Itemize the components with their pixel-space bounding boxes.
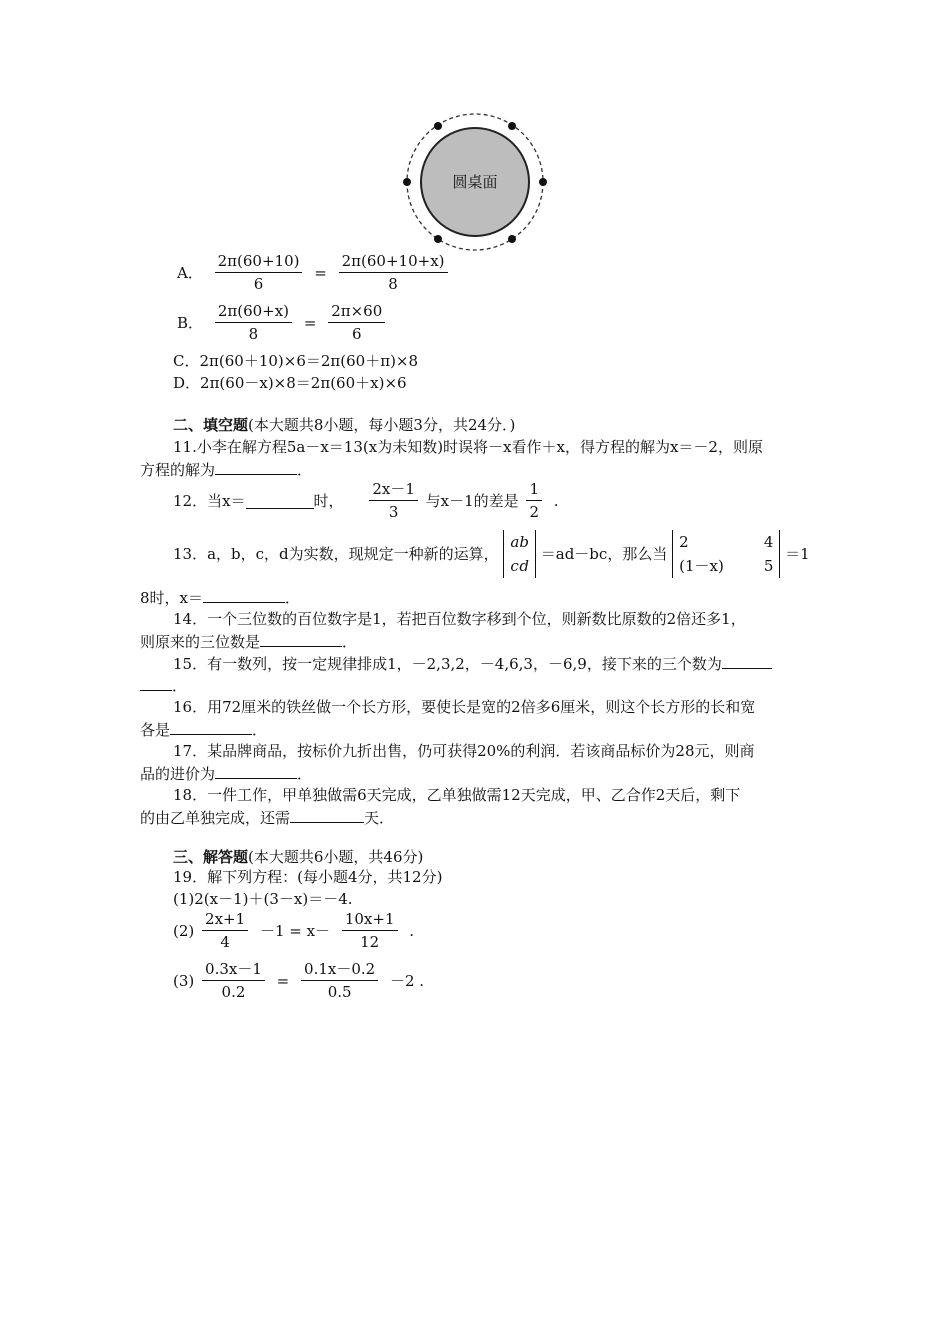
frac-denominator: 8 [388, 275, 398, 293]
choice-a-left-fraction [215, 252, 303, 293]
q11-end: ． [297, 461, 313, 479]
q14-end: ． [342, 633, 358, 651]
equals-sign: = [276, 971, 290, 990]
q13-line2 [140, 586, 300, 609]
q19-p2-fraction-2 [342, 910, 398, 951]
frac-numerator: 10x+1 [342, 910, 398, 931]
q13 [173, 530, 810, 578]
det-a: a [510, 533, 520, 551]
det-entry: 4 [763, 533, 774, 551]
frac-denominator: 12 [360, 933, 380, 951]
frac-numerator: 2x+1 [202, 910, 248, 931]
seat-dot [539, 178, 547, 186]
choice-b [173, 302, 388, 343]
q19-title: 19．解下列方程：(每小题4分，共12分) [173, 868, 443, 886]
seat-dot [403, 178, 411, 186]
round-table-figure [400, 112, 550, 252]
q19-part-2 [173, 910, 418, 951]
q18-line1: 18．一件工作，甲单独做需6天完成，乙单独做需12天完成，甲、乙合作2天后，剩下 [173, 786, 741, 804]
frac-numerator: 2π(60+x) [215, 302, 292, 323]
section-3-title: 三、解答题 [173, 848, 249, 866]
q18-text: 的由乙单独完成，还需 [140, 809, 291, 827]
q13-answer-blank [203, 586, 285, 603]
q19-p3-label: (3) [173, 971, 195, 990]
q15-answer-blank-cont [140, 674, 172, 691]
q12-answer-blank [246, 492, 314, 509]
q14-answer-blank [260, 630, 342, 647]
q18-answer-blank [290, 806, 364, 823]
table-label: 圆桌面 [452, 173, 498, 191]
section-3-note: (本大题共6小题，共46分) [248, 848, 424, 866]
q16-line1: 16．用72厘米的铁丝做一个长方形，要使长是宽的2倍多6厘米，则这个长方形的长和宽 [173, 698, 756, 716]
det-b: b [519, 533, 529, 551]
equals-sign: = [314, 263, 327, 282]
section-2-note: (本大题共8小题，每小题3分，共24分．) [248, 416, 516, 434]
q19-part-3 [173, 960, 428, 1001]
q19-p2-fraction-1 [202, 910, 248, 951]
q13-text-d: 8时，x＝ [140, 589, 204, 607]
q12-text-a: 12．当x＝ [173, 491, 246, 510]
q11-answer-blank [215, 458, 297, 475]
q16-text: 各是 [140, 721, 171, 739]
q14-text: 则原来的三位数是 [140, 633, 261, 651]
frac-numerator: 0.3x－1 [202, 960, 265, 981]
q12 [173, 480, 563, 521]
q18-end: 天． [364, 809, 395, 827]
frac-denominator: 6 [351, 325, 362, 343]
q13-determinant-given [672, 530, 780, 578]
frac-numerator: 2x－1 [369, 480, 418, 501]
frac-denominator: 8 [248, 325, 259, 343]
q12-end: . [553, 491, 559, 510]
seat-dot [434, 122, 442, 130]
q17-end: ． [297, 765, 313, 783]
frac-numerator: 1 [526, 480, 542, 501]
frac-numerator: 2π(60+10+x) [339, 252, 448, 273]
q19-p2-label: (2) [173, 921, 195, 940]
seat-dot [434, 235, 442, 243]
q15-end: ． [172, 677, 188, 695]
q19-p2-end: . [409, 921, 415, 940]
q13-text-a: 13．a，b，c，d为实数，现规定一种新的运算， [173, 545, 499, 563]
frac-numerator: 2π×60 [328, 302, 385, 323]
q16-end: ． [252, 721, 268, 739]
frac-denominator: 0.5 [327, 983, 352, 1001]
q17-answer-blank [215, 762, 297, 779]
q17-text: 品的进价为 [140, 765, 216, 783]
frac-numerator: 2π(60+10) [215, 252, 303, 273]
q15-line2 [140, 674, 187, 697]
q12-fraction-2 [526, 480, 542, 521]
seat-dot [508, 235, 516, 243]
q14-line2 [140, 630, 357, 653]
choice-b-left-fraction [215, 302, 292, 343]
q14-line1: 14．一个三位数的百位数字是1，若把百位数字移到个位，则新数比原数的2倍还多1， [173, 610, 746, 628]
det-c: c [510, 557, 519, 575]
section-2-heading [173, 414, 515, 436]
q13-text-c: ＝1 [785, 545, 810, 563]
q15-line1 [173, 652, 772, 675]
q13-text-b: ＝ad－bc，那么当 [540, 545, 668, 563]
frac-denominator: 6 [253, 275, 264, 293]
equals-sign: = [303, 313, 317, 332]
choice-d: D．2π(60－x)×8＝2π(60＋x)×6 [173, 374, 407, 392]
choice-b-right-fraction [328, 302, 385, 343]
det-entry: 5 [763, 557, 774, 575]
det-d: d [519, 557, 529, 575]
q11-line1: 11.小李在解方程5a－x＝13(x为未知数)时误将－x看作＋x，得方程的解为x＝－2，则原 [173, 438, 763, 456]
q12-text-b: 时， [313, 491, 344, 510]
q15-text: 15．有一数列，按一定规律排成1，－2,3,2，－4,6,3，－6,9，接下来的三个数为 [173, 655, 722, 673]
q15-answer-blank [722, 652, 772, 669]
choice-b-letter: B． [177, 313, 204, 332]
q17-line2 [140, 762, 312, 785]
q12-text-c: 与x－1的差是 [425, 491, 519, 510]
section-3-heading [173, 846, 423, 868]
q12-fraction-1 [369, 480, 418, 521]
frac-denominator: 4 [220, 933, 230, 951]
section-2-title: 二、填空题 [173, 416, 249, 434]
q17-line1: 17．某品牌商品，按标价九折出售，仍可获得20%的利润．若该商品标价为28元，则商 [173, 742, 755, 760]
frac-denominator: 0.2 [221, 983, 246, 1001]
q19-p3-fraction-2 [301, 960, 378, 1001]
det-entry: (1－x) [679, 557, 724, 575]
q11-line2 [140, 458, 312, 481]
choice-a-letter: A． [177, 263, 203, 282]
frac-numerator: 0.1x－0.2 [301, 960, 378, 981]
frac-denominator: 2 [529, 503, 540, 521]
choice-c: C．2π(60＋10)×6＝2π(60＋π)×8 [173, 352, 419, 370]
q19-p2-middle: －1 = x－ [259, 921, 331, 940]
q19-p3-fraction-1 [202, 960, 265, 1001]
q11-text: 方程的解为 [140, 461, 216, 479]
q13-end: ． [285, 589, 301, 607]
q19-p3-end: －2 . [389, 971, 425, 990]
q16-line2 [140, 718, 267, 741]
seat-dot [508, 122, 516, 130]
q18-line2 [140, 806, 394, 829]
q13-determinant-definition [503, 530, 536, 578]
choice-a-right-fraction [339, 252, 448, 293]
q19-part-1: (1)2(x－1)＋(3－x)＝－4. [173, 890, 353, 908]
choice-a [173, 252, 451, 293]
det-entry: 2 [679, 533, 689, 551]
q16-answer-blank [170, 718, 252, 735]
frac-denominator: 3 [388, 503, 399, 521]
